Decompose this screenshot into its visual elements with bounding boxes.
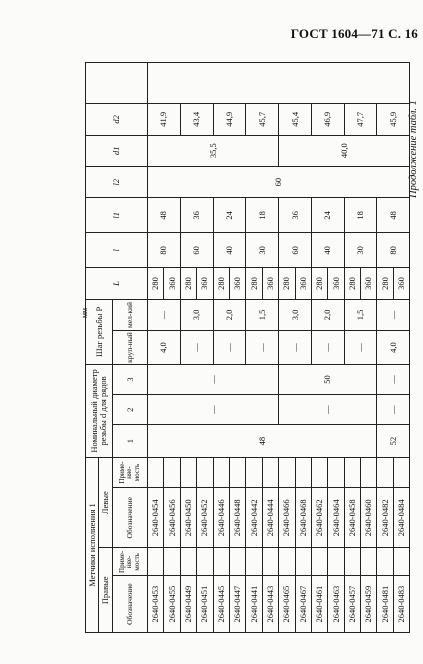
right-designation: 2640-0455	[164, 576, 180, 633]
right-designation: 2640-0465	[279, 576, 295, 633]
left-designation: 2640-0468	[295, 488, 311, 548]
right-designation: 2640-0481	[377, 576, 393, 633]
right-applicability	[164, 548, 180, 576]
diameter-d2: 45,7	[246, 104, 279, 135]
header-l2: l2	[86, 166, 148, 197]
nominal-row3-50: 50	[279, 364, 377, 394]
left-applicability	[246, 457, 262, 487]
left-designation: 2640-0452	[197, 488, 213, 548]
diameter-d2: 45,4	[279, 104, 312, 135]
header-row-3: 3	[113, 364, 148, 394]
rotated-table-wrapper	[85, 62, 410, 633]
left-designation: 2640-0456	[164, 488, 180, 548]
left-designation: 2640-0450	[180, 488, 196, 548]
pitch-coarse: —	[311, 331, 344, 365]
left-applicability	[213, 457, 229, 487]
right-applicability	[393, 548, 409, 576]
right-applicability	[377, 548, 393, 576]
left-applicability	[262, 457, 278, 487]
diameter-d1: 35,5	[148, 135, 279, 166]
right-applicability	[311, 548, 327, 576]
header-fine: мел-кий	[113, 299, 148, 330]
length-l: 30	[344, 233, 377, 268]
header-l: l	[86, 233, 148, 268]
nominal-row2-dash: —	[279, 395, 377, 425]
right-designation: 2640-0443	[262, 576, 278, 633]
length-l: 60	[180, 233, 213, 268]
right-designation: 2640-0461	[311, 576, 327, 633]
table-body	[148, 63, 410, 633]
header-spare	[86, 63, 148, 104]
unit-label: мм	[80, 307, 89, 318]
right-designation: 2640-0451	[197, 576, 213, 633]
right-applicability	[262, 548, 278, 576]
length-L: 360	[393, 268, 409, 299]
right-designation: 2640-0457	[344, 576, 360, 633]
right-applicability	[180, 548, 196, 576]
length-L: 280	[344, 268, 360, 299]
length-L: 280	[377, 268, 393, 299]
right-applicability	[344, 548, 360, 576]
pitch-coarse: 4,0	[377, 331, 410, 365]
nominal-row3-dash: —	[148, 364, 279, 394]
diameter-d2: 43,4	[180, 104, 213, 135]
header-left-applicability: Приме-няе-мость	[113, 457, 148, 487]
right-applicability	[229, 548, 245, 576]
right-designation: 2640-0449	[180, 576, 196, 633]
length-l1: 18	[344, 198, 377, 233]
diameter-d2: 46,9	[311, 104, 344, 135]
right-applicability	[361, 548, 377, 576]
pitch-fine: 3,0	[279, 299, 312, 330]
length-l: 60	[279, 233, 312, 268]
header-left: Левые	[99, 457, 113, 548]
length-l: 40	[213, 233, 246, 268]
right-designation: 2640-0463	[328, 576, 344, 633]
header-taps-group: Метчики исполнения 1	[86, 457, 99, 632]
left-designation: 2640-0462	[311, 488, 327, 548]
length-L: 280	[279, 268, 295, 299]
diameter-d2: 44,9	[213, 104, 246, 135]
length-l: 80	[148, 233, 181, 268]
pitch-coarse: 4,0	[148, 331, 181, 365]
pitch-coarse: —	[246, 331, 279, 365]
diameter-d1: 40,0	[279, 135, 410, 166]
right-designation: 2640-0483	[393, 576, 409, 633]
left-applicability	[361, 457, 377, 487]
pitch-fine: 2,0	[213, 299, 246, 330]
left-applicability	[148, 457, 164, 487]
left-applicability	[279, 457, 295, 487]
nominal-row2-dash: —	[377, 395, 410, 425]
left-applicability	[311, 457, 327, 487]
length-L: 360	[262, 268, 278, 299]
header-right-designation: Обозначение	[113, 576, 148, 633]
length-L: 280	[311, 268, 327, 299]
length-L: 280	[213, 268, 229, 299]
nominal-row1-48: 48	[148, 425, 377, 458]
right-applicability	[148, 548, 164, 576]
header-l1: l1	[86, 198, 148, 233]
left-designation: 2640-0444	[262, 488, 278, 548]
right-applicability	[279, 548, 295, 576]
pitch-fine: —	[377, 299, 410, 330]
header-L: L	[86, 268, 148, 299]
nominal-row1-52: 52	[377, 425, 410, 458]
header-row-1: 1	[113, 425, 148, 458]
header-d2: d2	[86, 104, 148, 135]
right-designation: 2640-0467	[295, 576, 311, 633]
right-designation: 2640-0453	[148, 576, 164, 633]
length-L: 280	[148, 268, 164, 299]
table-row	[279, 63, 295, 633]
left-designation: 2640-0484	[393, 488, 409, 548]
length-L: 360	[295, 268, 311, 299]
left-applicability	[164, 457, 180, 487]
length-l: 30	[246, 233, 279, 268]
right-designation: 2640-0459	[361, 576, 377, 633]
left-designation: 2640-0448	[229, 488, 245, 548]
header-coarse: круп-ный	[113, 331, 148, 365]
diameter-d2: 47,7	[344, 104, 377, 135]
pitch-coarse: —	[213, 331, 246, 365]
left-applicability	[295, 457, 311, 487]
left-applicability	[197, 457, 213, 487]
length-l1: 48	[148, 198, 181, 233]
right-applicability	[295, 548, 311, 576]
right-designation: 2640-0447	[229, 576, 245, 633]
length-L: 360	[164, 268, 180, 299]
header-row-2: 2	[113, 395, 148, 425]
left-designation: 2640-0460	[361, 488, 377, 548]
length-l1: 24	[213, 198, 246, 233]
left-designation: 2640-0446	[213, 488, 229, 548]
left-designation: 2640-0454	[148, 488, 164, 548]
header-nominal-diameter: Номинальный диаметр резьбы d для рядов	[86, 364, 113, 457]
left-applicability	[393, 457, 409, 487]
header-left-designation: Обозначение	[113, 488, 148, 548]
length-l1: 48	[377, 198, 410, 233]
diameter-d2: 45,9	[377, 104, 410, 135]
pitch-fine: —	[148, 299, 181, 330]
header-right: Правые	[99, 548, 113, 633]
left-designation: 2640-0466	[279, 488, 295, 548]
header-d1: d1	[86, 135, 148, 166]
spec-table	[85, 62, 410, 633]
length-l: 40	[311, 233, 344, 268]
length-L: 280	[180, 268, 196, 299]
length-l2: 60	[148, 166, 410, 197]
nominal-row3-dash: —	[377, 364, 410, 394]
length-L: 360	[197, 268, 213, 299]
pitch-fine: 1,5	[344, 299, 377, 330]
left-designation: 2640-0464	[328, 488, 344, 548]
right-applicability	[213, 548, 229, 576]
length-l: 80	[377, 233, 410, 268]
diameter-d2: 41,9	[148, 104, 181, 135]
right-designation: 2640-0441	[246, 576, 262, 633]
left-applicability	[377, 457, 393, 487]
left-designation: 2640-0482	[377, 488, 393, 548]
spare-column	[148, 63, 410, 104]
pitch-coarse: —	[344, 331, 377, 365]
right-designation: 2640-0445	[213, 576, 229, 633]
pitch-fine: 2,0	[311, 299, 344, 330]
left-designation: 2640-0458	[344, 488, 360, 548]
left-applicability	[180, 457, 196, 487]
length-l1: 24	[311, 198, 344, 233]
nominal-row2-dash: —	[148, 395, 279, 425]
right-applicability	[246, 548, 262, 576]
pitch-fine: 3,0	[180, 299, 213, 330]
left-designation: 2640-0442	[246, 488, 262, 548]
pitch-fine: 1,5	[246, 299, 279, 330]
left-applicability	[229, 457, 245, 487]
length-L: 360	[229, 268, 245, 299]
pitch-coarse: —	[180, 331, 213, 365]
header-thread-pitch: Шаг резьбы P	[86, 299, 113, 364]
length-L: 360	[361, 268, 377, 299]
length-l1: 36	[279, 198, 312, 233]
left-applicability	[328, 457, 344, 487]
length-l1: 36	[180, 198, 213, 233]
right-applicability	[328, 548, 344, 576]
left-applicability	[344, 457, 360, 487]
length-L: 360	[328, 268, 344, 299]
length-l1: 18	[246, 198, 279, 233]
header-right-applicability: Приме-няе-мость	[113, 548, 148, 576]
length-L: 280	[246, 268, 262, 299]
table-continuation-caption: Продолжение табл. 1	[408, 100, 419, 198]
right-applicability	[197, 548, 213, 576]
pitch-coarse: —	[279, 331, 312, 365]
page-header: ГОСТ 1604—71 С. 16	[290, 26, 418, 41]
table-row	[148, 63, 164, 633]
